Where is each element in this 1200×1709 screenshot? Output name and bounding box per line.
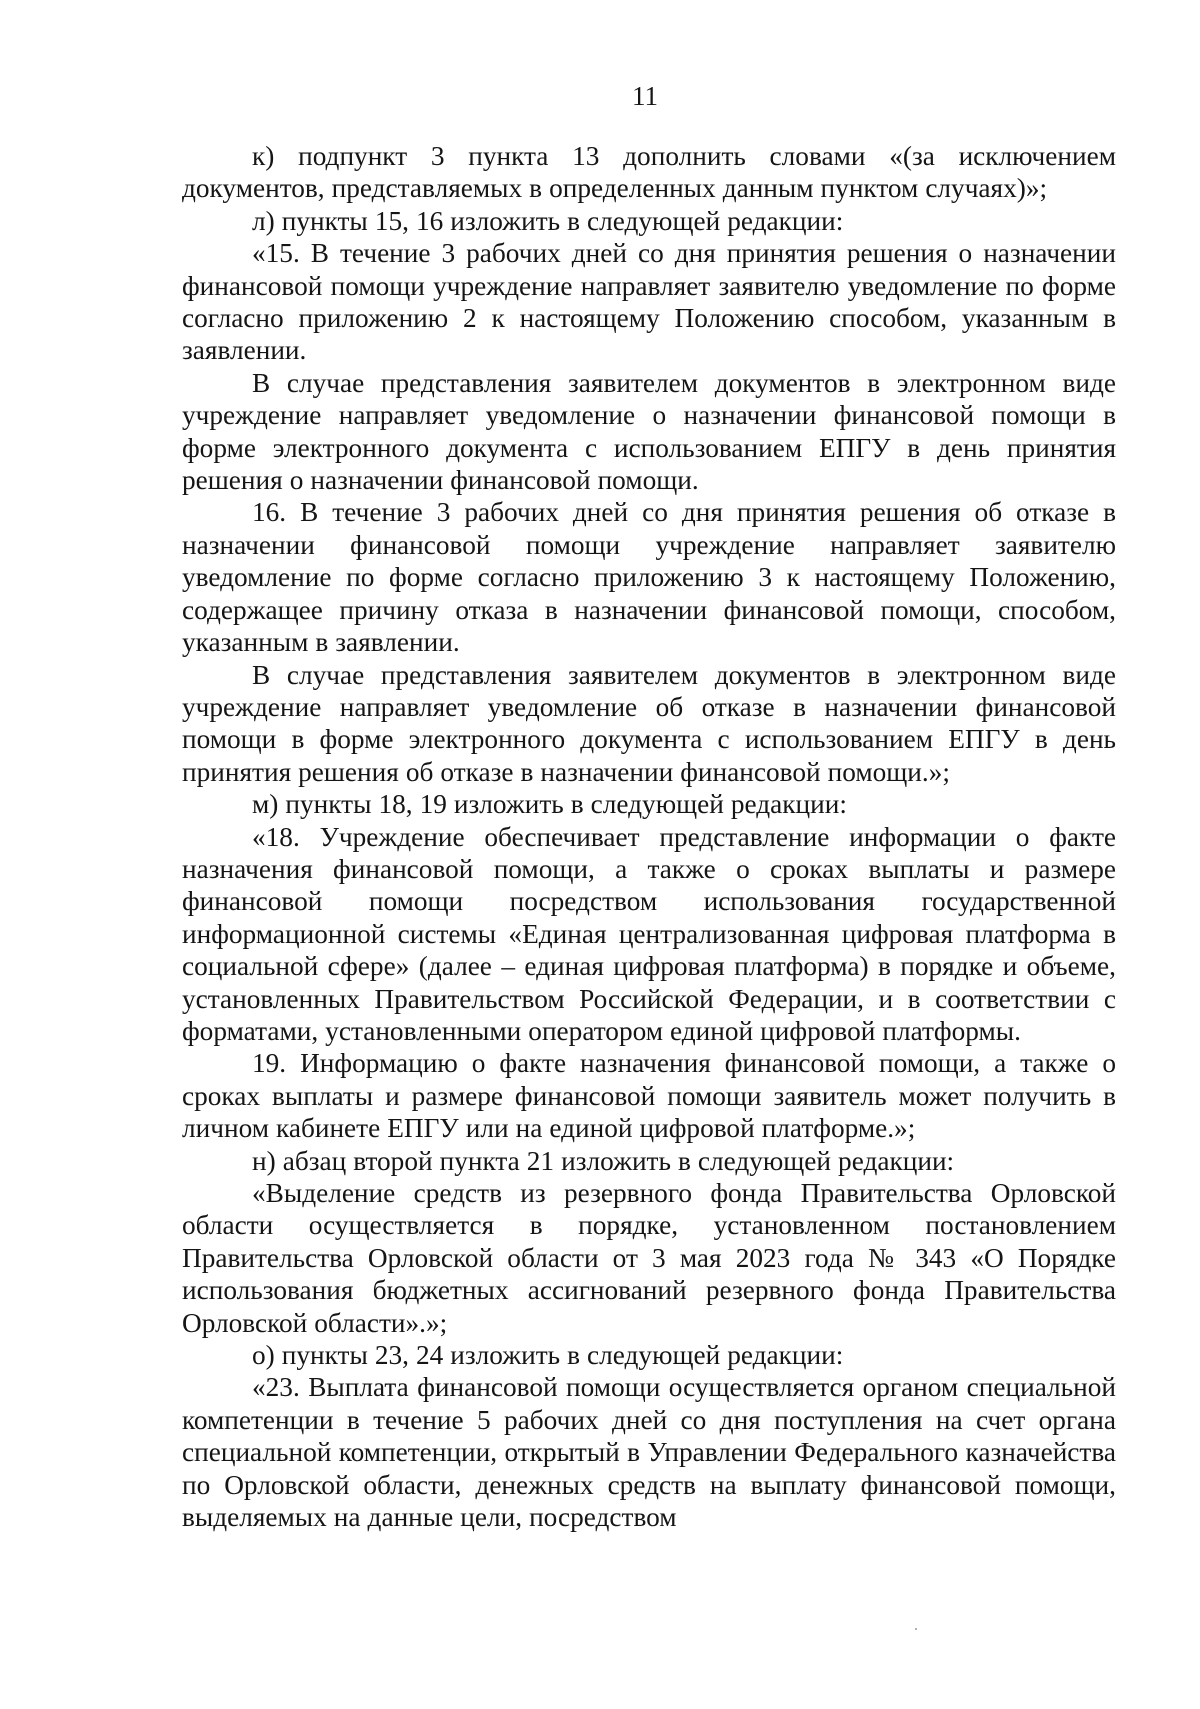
scan-speck xyxy=(915,1628,917,1630)
paragraph-k: к) подпункт 3 пункта 13 дополнить словами «(за исключением документов, представляемых в определенных данным пунктом случаях)»; xyxy=(182,141,1116,204)
paragraph-16: 16. В течение 3 рабочих дней со дня принятия решения об отказе в назначении финансовой помощи учреждение направляет заявителю уведомление по форме согласно приложению 3 к настоящему Положению, содержащее причину отказа в назначении финансовой помощи, способом, указанным в заявлении. xyxy=(182,497,1116,658)
document-body xyxy=(182,140,1116,1533)
paragraph-o: о) пункты 23, 24 изложить в следующей редакции: xyxy=(252,1340,844,1371)
paragraph-m: м) пункты 18, 19 изложить в следующей редакции: xyxy=(252,789,847,820)
paragraph-n: н) абзац второй пункта 21 изложить в следующей редакции: xyxy=(252,1145,955,1176)
paragraph-15: «15. В течение 3 рабочих дней со дня принятия решения о назначении финансовой помощи учреждение направляет заявителю уведомление по форме согласно приложению 2 к настоящему Положению способом, указанным в заявлении. xyxy=(182,238,1116,366)
paragraph-15-electronic: В случае представления заявителем документов в электронном виде учреждение направляет уведомление о назначении финансовой помощи в форме электронного документа с использованием ЕПГУ в день принятия решения о назначении финансовой помощи. xyxy=(182,367,1116,496)
page-number: 11 xyxy=(632,81,658,111)
paragraph-23: «23. Выплата финансовой помощи осуществляется органом специальной компетенции в течение 5 рабочих дней со дня поступления на счет органа специальной компетенции, открытый в Управлении Федерального казначейства по Орловской области, денежных средств на выплату финансовой помощи, выделяемых на данные цели, посредством xyxy=(182,1372,1116,1533)
paragraph-16-electronic: В случае представления заявителем документов в электронном виде учреждение направляет уведомление об отказе в назначении финансовой помощи в форме электронного документа с использованием ЕПГУ в день принятия решения об отказе в назначении финансовой помощи.»; xyxy=(182,659,1116,787)
paragraph-18: «18. Учреждение обеспечивает представление информации о факте назначения финансовой помощи, а также о сроках выплаты и размере финансовой помощи посредством использования государственной информационной системы «Единая централизованная цифровая платформа в социальной сфере» (далее – единая цифровая платформа) в порядке и объеме, установленных Правительством Российской Федерации, и в соответствии с форматами, установленными оператором единой цифровой платформы. xyxy=(182,821,1116,1046)
paragraph-21-reserve-fund: «Выделение средств из резервного фонда Правительства Орловской области осуществляется в порядке, установленном постановлением Правительства Орловской области от 3 мая 2023 года № 343 «О Порядке использования бюджетных ассигнований резервного фонда Правительства Орловской области».»; xyxy=(182,1178,1116,1338)
paragraph-l: л) пункты 15, 16 изложить в следующей редакции: xyxy=(252,205,844,236)
paragraph-19: 19. Информацию о факте назначения финансовой помощи, а также о сроках выплаты и размере финансовой помощи заявитель может получить в личном кабинете ЕПГУ или на единой цифровой платформе.»; xyxy=(182,1048,1116,1144)
